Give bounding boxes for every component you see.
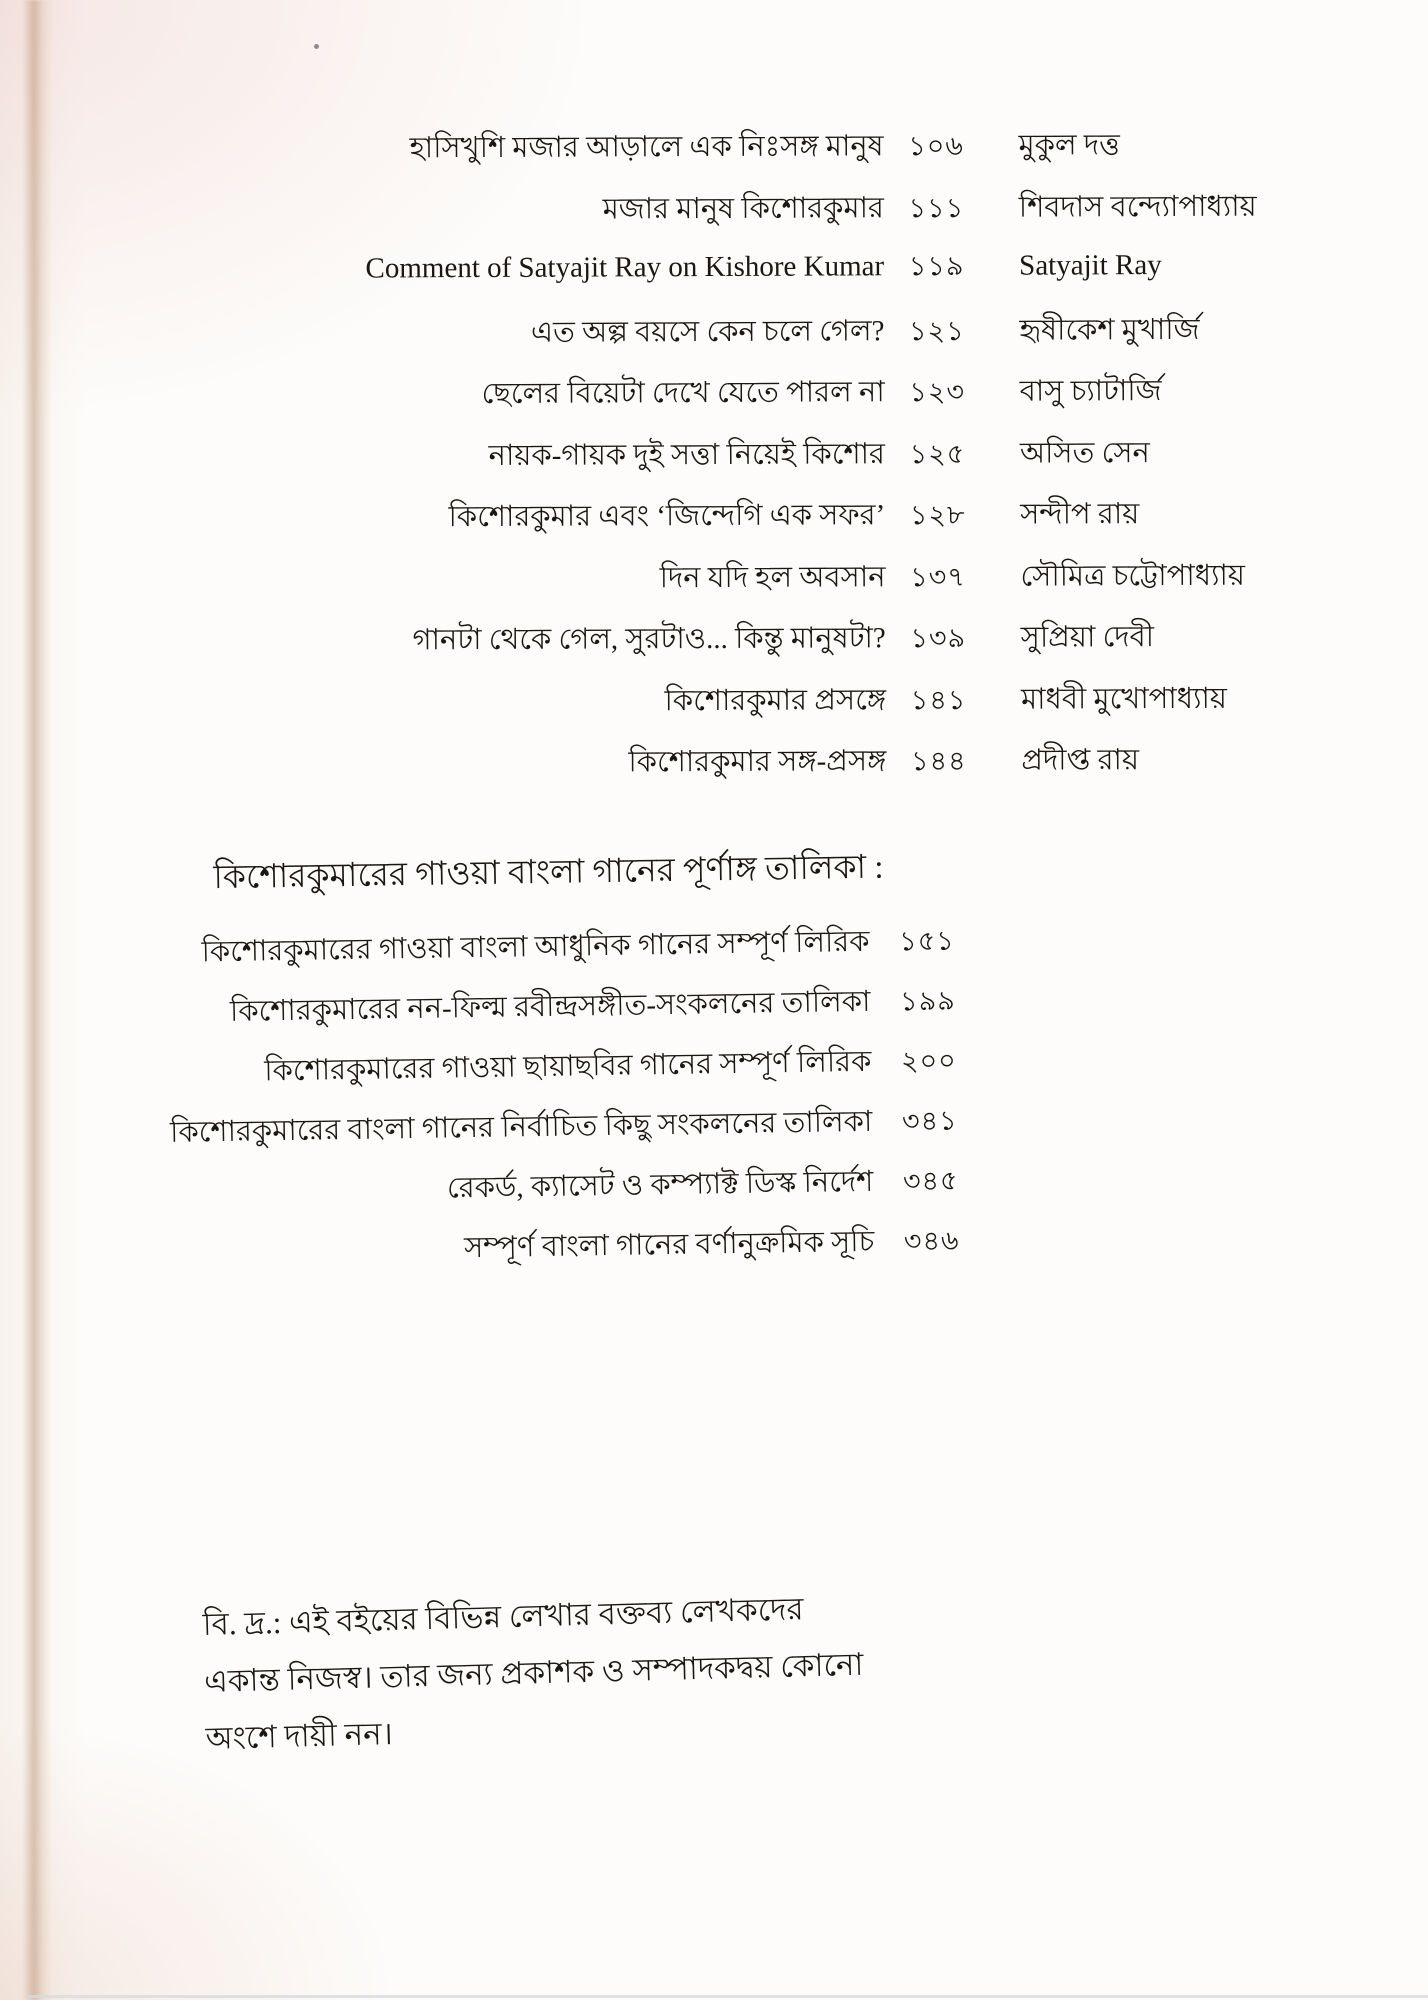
page-number: ৩৪৬ — [903, 1225, 960, 1257]
chapter-title: এত অল্প বয়সে কেন চলে গেল? — [530, 314, 885, 349]
disclaimer-line: বি. দ্র.: এই বইয়ের বিভিন্ন লেখার বক্তব্য লেখকদের — [202, 1591, 804, 1642]
author-name: সুপ্রিয়া দেবী — [1020, 621, 1155, 654]
page-number: ১৩৯ — [910, 622, 967, 654]
chapter-title: গানটা থেকে গেল, সুরটাও... কিন্তু মানুষটা? — [412, 622, 886, 657]
list-item-title: সম্পূর্ণ বাংলা গানের বর্ণানুক্রমিক সূচি — [463, 1225, 875, 1265]
song-list-section — [0, 832, 1428, 1292]
contents-list-essays — [0, 121, 1428, 804]
page-bottom-edge-line — [26, 1995, 1428, 1998]
author-name: সন্দীপ রায় — [1020, 498, 1140, 531]
chapter-title: মজার মানুষ কিশোরকুমার — [602, 191, 884, 225]
toc-row — [0, 490, 1428, 558]
page-number: ১৫১ — [898, 925, 956, 957]
author-name: প্রদীপ্ত রায় — [1021, 744, 1140, 777]
page-number: ২০০ — [900, 1045, 957, 1077]
scan-speck-artifact — [314, 44, 319, 49]
author-name: বাসু চ্যাটার্জি — [1019, 375, 1162, 408]
disclaimer-note — [202, 1579, 866, 1767]
list-item-title: কিশোরকুমারের নন-ফিল্ম রবীন্দ্রসঙ্গীত-সংকলনের তালিকা — [229, 985, 871, 1028]
chapter-title: হাসিখুশি মজার আড়ালে এক নিঃসঙ্গ মানুষ — [409, 130, 884, 165]
chapter-title: দিন যদি হল অবসান — [659, 560, 886, 594]
author-name: Satyajit Ray — [1019, 249, 1162, 282]
page-number: ১১১ — [908, 192, 965, 223]
disclaimer-line: অংশে দায়ী নন। — [205, 1716, 394, 1756]
page-number: ১২১ — [909, 315, 965, 346]
author-name: মুকুল দত্ত — [1018, 129, 1120, 162]
page-number: ৩৪৫ — [902, 1165, 959, 1197]
list-item-title: কিশোরকুমারের গাওয়া বাংলা আধুনিক গানের সম্পূর্ণ লিরিক — [201, 925, 870, 969]
toc-row — [0, 428, 1428, 496]
toc-row — [0, 367, 1428, 435]
chapter-title: কিশোরকুমার সঙ্গ-প্রসঙ্গ — [628, 745, 887, 779]
author-name: হৃষীকেশ মুখার্জি — [1019, 313, 1200, 347]
author-name: শিবদাস বন্দ্যোপাধ্যায় — [1018, 190, 1257, 224]
author-name: অসিত সেন — [1019, 436, 1150, 470]
toc-row — [0, 182, 1427, 250]
chapter-title: কিশোরকুমার এবং ‘জিন্দেগি এক সফর’ — [448, 499, 886, 534]
page-number: ১২৩ — [909, 376, 966, 408]
chapter-title: Comment of Satyajit Ray on Kishore Kumar — [365, 250, 885, 285]
chapter-title: কিশোরকুমার প্রসঙ্গে — [664, 683, 887, 717]
section-heading: কিশোরকুমারের গাওয়া বাংলা গানের পূর্ণাঙ্গ তালিকা : — [213, 849, 884, 897]
page-number: ১১৯ — [908, 250, 965, 282]
page-number: ১২৫ — [909, 438, 966, 469]
disclaimer-line: একান্ত নিজস্ব। তার জন্য প্রকাশক ও সম্পাদকদ্বয় কোনো — [203, 1646, 864, 1699]
toc-row — [1, 674, 1428, 742]
toc-row — [1, 613, 1428, 681]
author-name: সৌমিত্র চট্টোপাধ্যায় — [1020, 559, 1246, 593]
author-name: মাধবী মুখোপাধ্যায় — [1020, 682, 1228, 716]
page-number: ৩৪১ — [901, 1105, 958, 1137]
page-number: ১৪১ — [910, 684, 967, 715]
page-number: ১৩৭ — [910, 561, 966, 592]
toc-row — [0, 121, 1427, 189]
toc-row — [0, 244, 1427, 312]
page-number: ১০৬ — [908, 130, 964, 162]
list-item-title: কিশোরকুমারের বাংলা গানের নির্বাচিত কিছু সংকলনের তালিকা — [169, 1105, 873, 1149]
list-item-title: কিশোরকুমারের গাওয়া ছায়াছবির গানের সম্পূর্ণ লিরিক — [264, 1045, 872, 1088]
page-number: ১৪৪ — [910, 745, 967, 777]
toc-row — [1, 736, 1428, 804]
contents-list-songs — [1, 910, 1428, 1292]
toc-row — [0, 305, 1428, 373]
chapter-title: ছেলের বিয়েটা দেখে যেতে পারল না — [481, 376, 885, 411]
toc-row — [0, 551, 1428, 619]
page-number: ১৯৯ — [899, 985, 956, 1017]
list-item-title: রেকর্ড, ক্যাসেট ও কম্প্যাক্ট ডিস্ক নির্দেশ — [446, 1165, 874, 1205]
page-number: ১২৮ — [909, 499, 966, 531]
chapter-title: নায়ক-গায়ক দুই সত্তা নিয়েই কিশোর — [488, 437, 886, 472]
